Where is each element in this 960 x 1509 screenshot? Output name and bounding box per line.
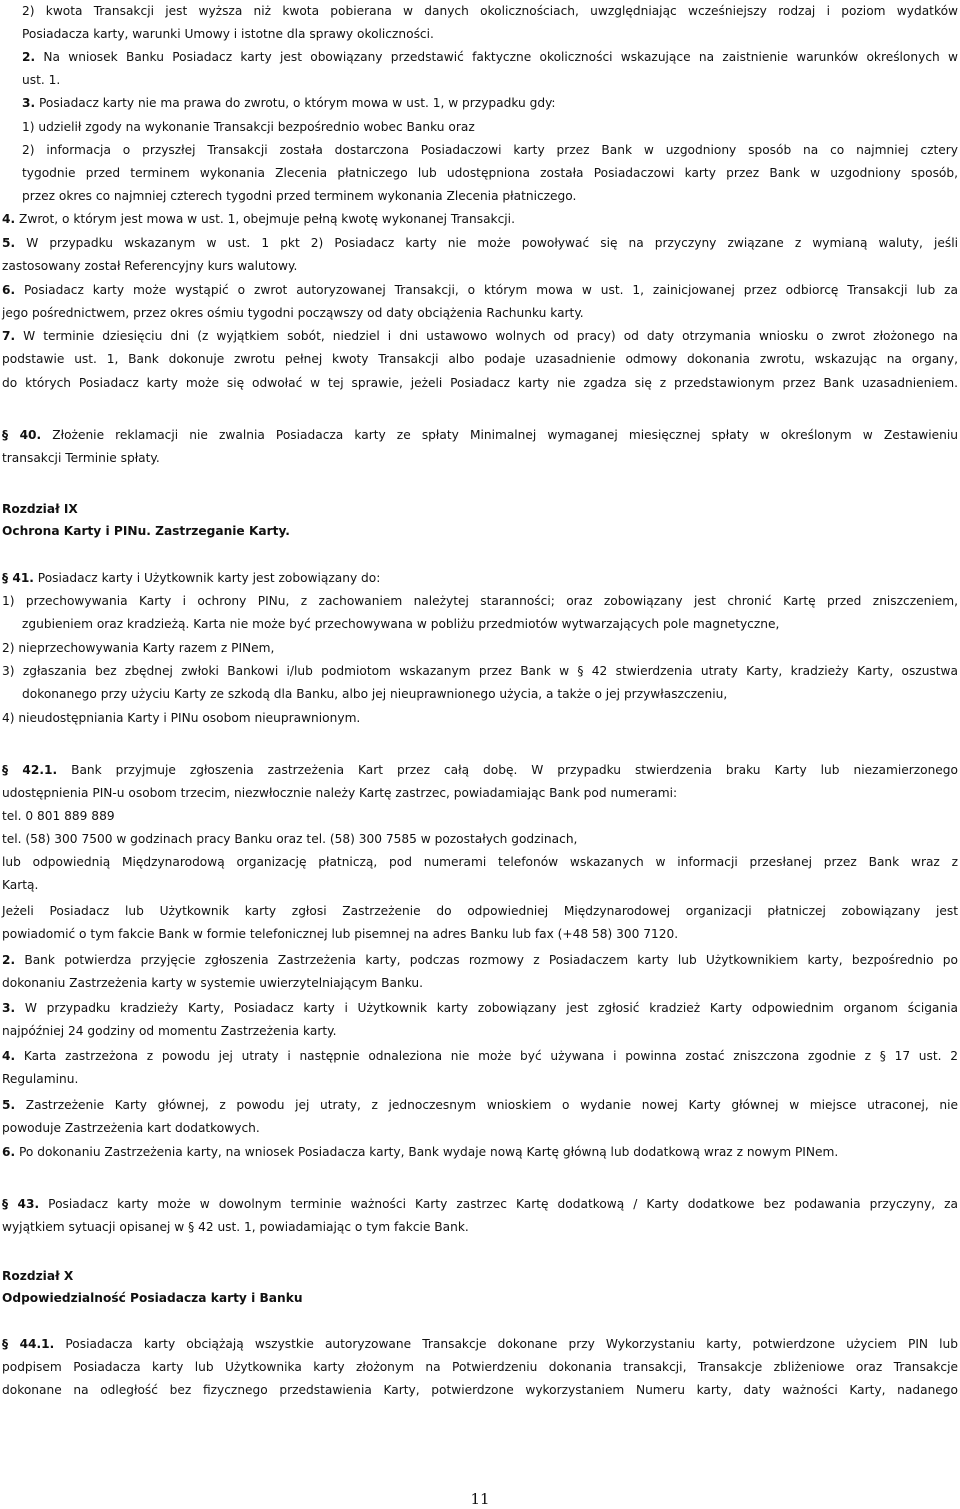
text-line (2, 426, 958, 444)
line-text: Na wniosek Banku Posiadacz karty jest obowiązany przedstawić faktyczne okoliczności wskazujące na zaistnienie warunków określonych w (35, 50, 958, 64)
paragraph-number: § 41. (2, 571, 34, 585)
line-text: powoduje Zastrzeżenia kart dodatkowych. (2, 1121, 260, 1135)
text-line (2, 1358, 958, 1376)
line-text: Posiadacza karty obciążają wszystkie autoryzowane Transakcje dokonane przy Wykorzystaniu karty, potwierdzone użyciem PIN lub (54, 1337, 958, 1351)
line-text: 3) zgłaszania bez zbędnej zwłoki Bankowi i/lub podmiotom wskazanym przez Bank w § 42 stwierdzenia utraty Karty, kradzieży Karty, oszustwa (2, 664, 958, 678)
text-line (2, 592, 958, 610)
line-text: W przypadku wskazanym w ust. 1 pkt 2) Posiadacz karty nie może powoływać się na przyczyny związane z wymianą waluty, jeśli (15, 236, 958, 250)
line-text: Posiadacza karty, warunki Umowy i istotne dla sprawy okoliczności. (22, 27, 434, 41)
text-line (2, 1096, 958, 1114)
paragraph-number: 2. (2, 953, 16, 967)
paragraph-number: 4. (2, 1049, 16, 1063)
text-line (2, 1218, 469, 1236)
section-heading (2, 522, 290, 540)
line-text: Posiadacz karty nie ma prawa do zwrotu, o którym mowa w ust. 1, w przypadku gdy: (35, 96, 556, 110)
text-line (2, 1381, 958, 1399)
section-heading (2, 500, 78, 518)
line-text: powiadomić o tym fakcie Bank w formie telefonicznej lub pisemnej na adres Banku lub fax (+48 58) 300 7120. (2, 927, 679, 941)
line-text: Kartą. (2, 878, 39, 892)
line-text: zgubieniem oraz kradzieżą. Karta nie może być przechowywana w pobliżu przedmiotów wytwarzających pole magnetyczne, (22, 617, 780, 631)
text-line (2, 281, 958, 299)
line-text: do których Posiadacz karty może się odwołać w tej sprawie, jeżeli Posiadacz karty nie zgadza się z przedstawionym przez Bank uzasadnieniem. (2, 376, 958, 390)
text-line (2, 350, 958, 368)
line-text: 1) udzielił zgody na wykonanie Transakcji bezpośrednio wobec Banku oraz (22, 120, 475, 134)
text-line (2, 951, 958, 969)
text-line (22, 118, 475, 136)
line-text: Karta zastrzeżona z powodu jej utraty i następnie odnaleziona nie może być używana i powinna zostać zniszczona zgodnie z § 17 ust. 2 (15, 1049, 958, 1063)
paragraph-number: § 44.1. (2, 1337, 55, 1351)
text-line (22, 164, 958, 182)
line-text: Posiadacz karty może wystąpić o zwrot autoryzowanej Transakcji, o którym mowa w ust. 1, zainicjowanej przez odbiorcę Transakcji lub za (15, 283, 958, 297)
text-line (22, 25, 434, 43)
line-text: udostępnienia PIN-u osobom trzecim, niezwłocznie należy Kartę zastrzec, powiadamiając Bank pod numerami: (2, 786, 678, 800)
line-text: Regulaminu. (2, 1072, 79, 1086)
text-line (2, 1143, 838, 1161)
text-line (2, 761, 958, 779)
text-line (22, 141, 958, 159)
text-line (22, 48, 958, 66)
line-text: Zwrot, o którym jest mowa w ust. 1, obejmuje pełną kwotę wykonanej Transakcji. (15, 212, 515, 226)
text-line (2, 709, 360, 727)
text-line (2, 1070, 78, 1088)
line-text: 2) nieprzechowywania Karty razem z PINem, (2, 641, 275, 655)
paragraph-number: 6. (2, 1145, 16, 1159)
line-text: Ochrona Karty i PINu. Zastrzeganie Karty. (2, 524, 290, 538)
paragraph-number: 5. (2, 236, 16, 250)
section-heading (2, 1267, 73, 1285)
line-text: Jeżeli Posiadacz lub Użytkownik karty zgłosi Zastrzeżenie do odpowiedniej Międzynarodowej organizacji płatniczej zobowiązany jest (2, 904, 958, 918)
line-text: Bank przyjmuje zgłoszenia zastrzeżenia Kart przez całą dobę. W przypadku stwierdzenia braku Karty lub niezamierzonego (57, 763, 958, 777)
text-line (2, 876, 38, 894)
line-text: zastosowany został Referencyjny kurs walutowy. (2, 259, 298, 273)
text-line (2, 569, 380, 587)
section-heading (2, 1289, 303, 1307)
line-text: dokonaniu Zastrzeżenia karty w systemie uwierzytelniającym Banku. (2, 976, 424, 990)
text-line (2, 925, 678, 943)
paragraph-number: § 42.1. (2, 763, 58, 777)
text-line (2, 210, 515, 228)
text-line (2, 1047, 958, 1065)
paragraph-number: § 40. (2, 428, 42, 442)
line-text: transakcji Terminie spłaty. (2, 451, 160, 465)
line-text: wyjątkiem sytuacji opisanej w § 42 ust. 1, powiadamiając o tym fakcie Bank. (2, 1220, 469, 1234)
text-line (22, 685, 727, 703)
line-text: W przypadku kradzieży Karty, Posiadacz karty i Użytkownik karty zobowiązany jest zgłosić kradzież Karty odpowiednim organom ścigania (15, 1001, 958, 1015)
text-line (2, 999, 958, 1017)
line-text: Zastrzeżenie Karty głównej, z powodu jej utraty, z jednoczesnym wnioskiem o wydanie nowej Karty głównej w miejsce utraconej, nie (15, 1098, 958, 1112)
paragraph-number: 6. (2, 283, 16, 297)
line-text: Bank potwierdza przyjęcie zgłoszenia Zastrzeżenia karty, podczas rozmowy z Posiadaczem karty lub Użytkownikiem karty, bezpośrednio po (15, 953, 958, 967)
line-text: Posiadacz karty może w dowolnym terminie ważności Karty zastrzec Kartę dodatkową / Karty dodatkowe bez podawania przyczyny, za (39, 1197, 958, 1211)
line-text: 2) kwota Transakcji jest wyższa niż kwota pobierana w danych okolicznościach, uwzględniając wcześniejszy rodzaj i poziom wydatków (22, 4, 958, 18)
text-line (2, 449, 160, 467)
text-line (2, 257, 297, 275)
paragraph-number: 3. (2, 1001, 16, 1015)
text-line (2, 374, 958, 392)
page-number: 11 (470, 1490, 490, 1508)
line-text: tel. 0 801 889 889 (2, 809, 115, 823)
paragraph-number: 5. (2, 1098, 16, 1112)
line-text: Rozdział X (2, 1269, 74, 1283)
text-line (2, 830, 577, 848)
line-text: ust. 1. (22, 73, 61, 87)
line-text: podpisem Posiadacza karty lub Użytkownika karty złożonym na Potwierdzeniu dokonania transakcji, Transakcje zbliżeniowe oraz Transakcje (2, 1360, 958, 1374)
line-text: 4) nieudostępniania Karty i PINu osobom nieuprawnionym. (2, 711, 361, 725)
text-line (2, 784, 677, 802)
line-text: dokonanego przy użyciu Karty ze szkodą dla Banku, albo jej nieuprawnionego użycia, a także o jej przywłaszczeniu, (22, 687, 728, 701)
paragraph-number: § 43. (2, 1197, 40, 1211)
paragraph-number: 3. (22, 96, 36, 110)
line-text: W terminie dziesięciu dni (z wyjątkiem sobót, niedziel i dni ustawowo wolnych od pracy) od daty otrzymania wniosku o zwrot złożonego na (15, 329, 958, 343)
text-line (2, 1195, 958, 1213)
text-line (22, 2, 958, 20)
paragraph-number: 2. (22, 50, 36, 64)
line-text: jego pośrednictwem, przez okres ośmiu tygodni począwszy od daty obciążenia Rachunku karty. (2, 306, 584, 320)
line-text: Odpowiedzialność Posiadacza karty i Banku (2, 1291, 303, 1305)
line-text: Rozdział IX (2, 502, 78, 516)
text-line (2, 807, 115, 825)
line-text: przez okres co najmniej czterech tygodni przed terminem wykonania Zlecenia płatniczego. (22, 189, 577, 203)
text-line (2, 1022, 336, 1040)
text-line (22, 71, 60, 89)
text-line (2, 327, 958, 345)
paragraph-number: 4. (2, 212, 16, 226)
text-line (22, 615, 779, 633)
line-text: dokonane na odległość bez fizycznego przedstawienia Karty, potwierdzone wykorzystaniem Numeru karty, daty ważności Karty, nadanego (2, 1383, 958, 1397)
text-line (2, 1335, 958, 1353)
line-text: podstawie ust. 1, Bank dokonuje zwrotu pełnej kwoty Transakcji albo podaje uzasadnienie odmowy dokonania zwrotu, wskazując na organy, (2, 352, 958, 366)
line-text: lub odpowiednią Międzynarodową organizację płatniczą, pod numerami telefonów wskazanych w informacji przesłanej przez Bank wraz z (2, 855, 958, 869)
text-line (2, 853, 958, 871)
line-text: 2) informacja o przyszłej Transakcji została dostarczona Posiadaczowi karty przez Bank w uzgodniony sposób na co najmniej cztery (22, 143, 958, 157)
line-text: Po dokonaniu Zastrzeżenia karty, na wniosek Posiadacza karty, Bank wydaje nową Kartę główną lub dodatkową wraz z nowym PINem. (15, 1145, 839, 1159)
text-line (2, 234, 958, 252)
line-text: Posiadacz karty i Użytkownik karty jest zobowiązany do: (33, 571, 381, 585)
line-text: najpóźniej 24 godziny od momentu Zastrzeżenia karty. (2, 1024, 337, 1038)
text-line (2, 304, 584, 322)
text-line (2, 974, 423, 992)
text-line (22, 94, 556, 112)
text-line (2, 1119, 260, 1137)
text-line (22, 187, 576, 205)
paragraph-number: 7. (2, 329, 16, 343)
line-text: 1) przechowywania Karty i ochrony PINu, z zachowaniem należytej staranności; oraz zobowiązany jest chronić Kartę przed zniszczeniem, (2, 594, 958, 608)
line-text: tygodnie przed terminem wykonania Zlecenia płatniczego lub udostępniona została Posiadaczowi karty przez Bank w uzgodniony sposób, (22, 166, 958, 180)
text-line (2, 662, 958, 680)
text-line (2, 639, 274, 657)
line-text: Złożenie reklamacji nie zwalnia Posiadacza karty ze spłaty Minimalnej wymaganej miesięcznej spłaty w określonym w Zestawieniu (41, 428, 958, 442)
text-line (2, 902, 958, 920)
line-text: tel. (58) 300 7500 w godzinach pracy Banku oraz tel. (58) 300 7585 w pozostałych godzinach, (2, 832, 578, 846)
